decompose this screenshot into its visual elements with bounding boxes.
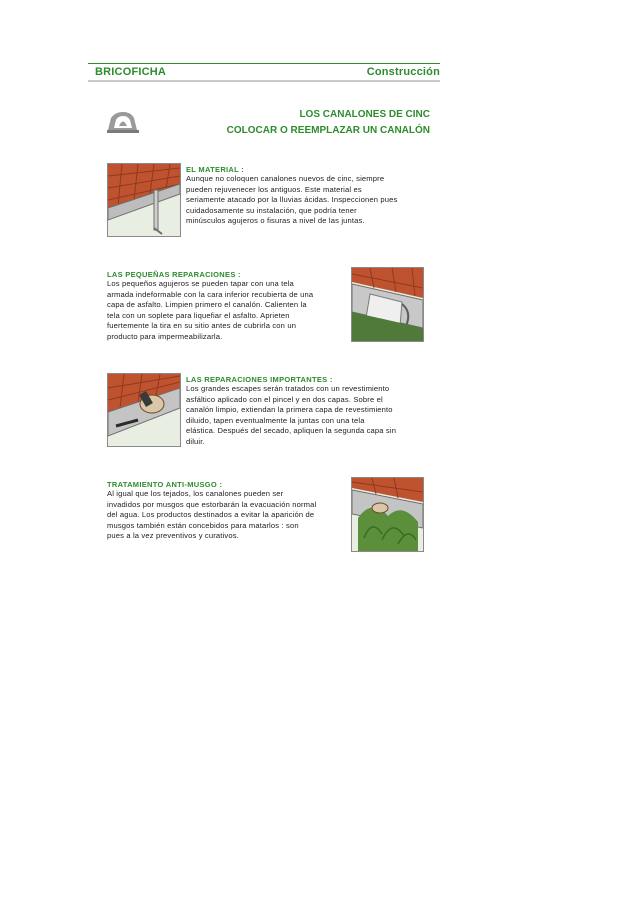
section-body-material	[186, 174, 430, 227]
section-body-anti-moss	[107, 489, 351, 542]
text-line: diluir.	[186, 436, 205, 446]
text-line: producto para impermeabilizarla.	[107, 331, 223, 341]
text-line: canalón limpio, extiendan la primera capa de revestimiento	[186, 405, 393, 415]
section-title-major-repairs: LAS REPARACIONES IMPORTANTES :	[186, 375, 333, 384]
gutter-logo-icon	[105, 108, 141, 136]
text-line: asfáltico aplicado con el pincel y en dos capas. Sobre el	[186, 394, 383, 404]
text-line: fuertemente la tira en su sitio antes de cubrirla con un	[107, 321, 297, 331]
text-line: Al igual que los tejados, los canalones pueden ser	[107, 489, 284, 498]
text-line: minúsculos agujeros o fisuras a nivel de las juntas.	[186, 216, 365, 226]
text-line: seriamente atacado por la lluvias ácidas. Inspeccionen pues	[186, 195, 398, 205]
text-line: Los pequeños agujeros se pueden tapar con una tela	[107, 279, 294, 288]
text-line: capa de asfalto. Limpien primero el canalón. Calienten la	[107, 300, 307, 310]
section-body-major-repairs	[186, 384, 430, 448]
text-line: pues a la vez preventivos y curativos.	[107, 531, 239, 541]
text-line: tela con un soplete para liquefiar el asfalto. Aprieten	[107, 310, 290, 320]
illustration-major-repairs	[107, 373, 181, 447]
header-bottom-rule	[88, 80, 440, 82]
category-label: Construcción	[366, 66, 440, 78]
section-body-small-repairs	[107, 279, 351, 343]
text-line: diluido, tapen eventualmente la juntas con una tela	[186, 415, 365, 425]
text-line: elástica. Después del secado, apliquen la segunda capa sin	[186, 426, 397, 436]
section-title-anti-moss: TRATAMIENTO ANTI-MUSGO :	[107, 480, 223, 489]
text-line: cuidadosamente su instalación, que podría tener	[186, 205, 357, 215]
text-line: Los grandes escapes serán tratados con un revestimiento	[186, 384, 390, 393]
illustration-anti-moss	[351, 477, 424, 552]
text-line: armada indeformable con la cara inferior recubierta de una	[107, 289, 314, 299]
illustration-small-repairs	[351, 267, 424, 342]
text-line: pueden rejuvenecer los antiguos. Este material es	[186, 184, 362, 194]
text-line: Aunque no coloquen canalones nuevos de cinc, siempre	[186, 174, 385, 183]
text-line: del agua. Los productos destinados a evitar la aparición de	[107, 510, 315, 520]
brand-label: BRICOFICHA	[95, 66, 167, 78]
section-title-material: EL MATERIAL :	[186, 165, 245, 174]
page-subtitle: COLOCAR O REEMPLAZAR UN CANALÓN	[226, 125, 430, 136]
illustration-material	[107, 163, 181, 237]
text-line: invadidos por musgos que estorbarán la evacuación normal	[107, 499, 317, 509]
section-title-small-repairs: LAS PEQUEÑAS REPARACIONES :	[107, 270, 241, 279]
text-line: musgos también están concebidos para matarlos : son	[107, 520, 299, 530]
page-title: LOS CANALONES DE CINC	[299, 109, 430, 120]
header-top-rule	[88, 63, 440, 64]
